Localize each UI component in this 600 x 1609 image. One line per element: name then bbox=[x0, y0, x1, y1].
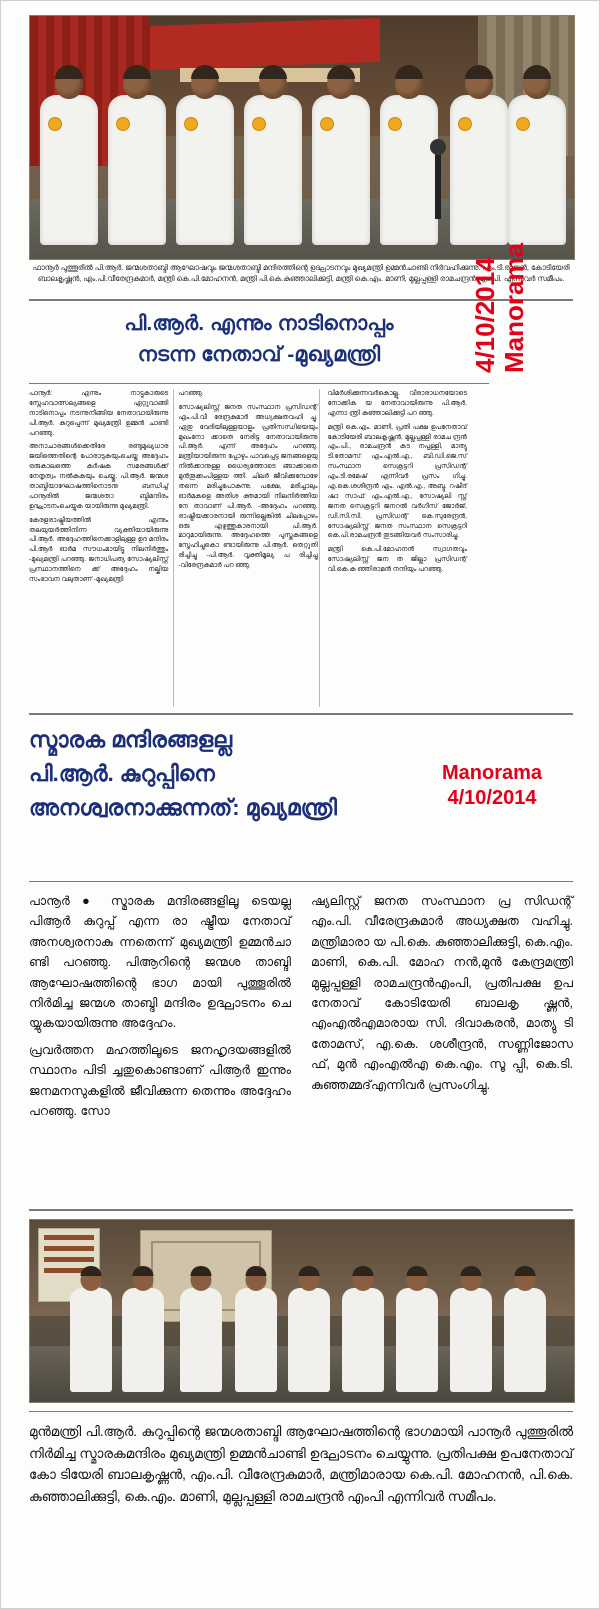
article2-date-stamp bbox=[417, 761, 567, 811]
badge-icon bbox=[320, 117, 334, 131]
photo-person bbox=[70, 1288, 112, 1392]
photo-person bbox=[450, 1288, 492, 1392]
vertical-date-stamp bbox=[471, 133, 529, 373]
microphone-icon bbox=[435, 149, 441, 219]
article1-column-1 bbox=[29, 389, 168, 707]
article2-paragraph: പ്രവർത്തന മഹത്തിലൂടെ ജനഹൃദയങ്ങളിൽ സ്ഥാനം പിടി ച്ചതുകൊണ്ടാണ് പിആർ ഇന്നും ജനമനസുകളിൽ ജീവിക്കുന്ന തെന്നും അദ്ദേഹം പറഞ്ഞു. സോ bbox=[29, 1042, 291, 1118]
divider-rule bbox=[29, 383, 489, 384]
column-divider bbox=[173, 389, 174, 707]
photo-person bbox=[40, 95, 98, 245]
bottom-photo bbox=[29, 1219, 575, 1403]
photo-person bbox=[180, 1288, 222, 1392]
badge-icon bbox=[388, 117, 402, 131]
vertical-stamp-date: 4/10/2014 bbox=[470, 257, 500, 373]
divider-rule bbox=[29, 713, 573, 715]
top-photo-caption: ഫാനൂർ പുത്തൂരിൽ പി.ആർ. ജന്മശതാബ്ദി ആഘോഷവും ജന്മശതാബ്ദി മന്ദിരത്തിന്റെ ഉദ്ഘാടനവും മുഖ്യമന്ത്രി ഉമ്മൻചാണ്ടി നിർവഹിക്കുന്നു. എം.ടി.രാജൻ, കോടിയേരി ബാലകൃഷ്ണൻ, എം.പി.വീരേന്ദ്രകുമാർ, മന്ത്രി കെ.പി.മോഹനൻ, മന്ത്രി പി.കെ.കുഞ്ഞാലിക്കുട്ടി, മന്ത്രി കെ.എം. മാണി, മുല്ലപ്പള്ളി രാമചന്ദ്രൻ എം.പി. എന്നിവർ സമീപം. bbox=[32, 263, 570, 283]
article1-paragraph: വിമർശിക്കുന്നവർകൊല്ലു. വീരാരാധനയോടെ നോക്കിക യ നേതാവായിരുന്നു പി.ആർ. എന്നാ ന്ത്രി കുഞ്ഞാലിക്കുട്ടി പറ ഞ്ഞു. bbox=[327, 390, 467, 417]
photo-person bbox=[288, 1288, 330, 1392]
photo-person bbox=[312, 95, 370, 245]
photo-person bbox=[108, 95, 166, 245]
divider-rule bbox=[29, 1411, 573, 1412]
article2-column-1 bbox=[29, 891, 291, 1199]
article1-paragraph: മന്ത്രി കെ.പി.മോഹനൻ സ്വാഗതവും സോഷ്യലിസ്റ്റ് ജന ത ജില്ലാ പ്രസിഡന്റ് വി.കെ.കു ഞ്ഞിരാമൻ നന്ദിയും പറഞ്ഞു. bbox=[327, 546, 467, 574]
divider-rule bbox=[29, 881, 573, 882]
article1-paragraph: അനാചാരങ്ങൾക്കെതിരേ രണ്ടുമുഖ്യധാര ജയിത്തെതിന്റെ പോരാടുകയുംചെയ്ത അദ്ദേഹം ഒരുകാലത്തെ കർഷക സമരങ്ങൾക്ക് നേതൃത്വം നൽകുകയും ചെയ്തു. പി.ആർ. ജന്മശ താബ്ദിയാഘോഷത്തിനൊടനു ബന്ധിച്ച് പാനൂരിൽ ജന്മശതാ ബ്ദിമന്ദിരം ഉദ്ഘാടനംചെയ്യുക യായിരുന്നു മുഖ്യമന്ത്രി. bbox=[29, 443, 169, 510]
article1-headline-line2: നടന്ന നേതാവ് -മുഖ്യമന്ത്രി bbox=[137, 342, 381, 366]
photo-person bbox=[504, 1288, 546, 1392]
column-divider bbox=[319, 389, 320, 707]
article1-column-2 bbox=[178, 389, 317, 707]
article2-headline bbox=[29, 723, 409, 825]
article2-headline-line1: സ്മാരക മന്ദിരങ്ങളല്ല bbox=[29, 727, 233, 752]
vertical-stamp-publication: Manorama bbox=[499, 242, 530, 373]
photo-person bbox=[342, 1288, 384, 1392]
article1-column-3 bbox=[328, 389, 467, 707]
badge-icon bbox=[116, 117, 130, 131]
photo-person bbox=[244, 95, 302, 245]
divider-rule bbox=[29, 1209, 573, 1211]
bottom-photo-caption: മുൻമന്ത്രി പി.ആർ. കുറുപ്പിന്റെ ജന്മശതാബ്ദി ആഘോഷത്തിന്റെ ഭാഗമായി പാനൂർ പുത്തൂരിൽ നിർമിച്ച സ്മാരകമന്ദിരം മുഖ്യമന്ത്രി ഉമ്മൻചാണ്ടി ഉദ്ഘാടനം ചെയ്യുന്നു. പ്രതിപക്ഷ ഉപനേതാവ് കോ ടിയേരി ബാലകൃഷ്ണൻ, എം.പി. വീരേന്ദ്രകുമാർ, മന്ത്രിമാരായ കെ.പി. മോഹനൻ, പി.കെ. കുഞ്ഞാലിക്കുട്ടി, കെ.എം. മാണി, മുല്ലപ്പള്ളി രാമചന്ദ്രൻ എംപി എന്നിവർ സമീപം. bbox=[29, 1424, 573, 1505]
article2-stamp-publication: Manorama bbox=[441, 762, 543, 784]
article2-paragraph: പാനൂർ ● സ്മാരക മന്ദിരങ്ങളിലൂ ടെയല്ല പിആർ കുറുപ്പ് എന്ന രാ ഷ്ട്രീയ നേതാവ് അനശ്വരനാകു ന്നതെന്ന് മുഖ്യമന്ത്രി ഉമ്മൻചാ ണ്ടി പറഞ്ഞു. പിആറിന്റെ ജന്മശ താബ്ദി ആഘോഷത്തിന്റെ ഭാഗ മായി പുത്തൂരിൽ നിർമിച്ച ജന്മശ താബ്ദി മന്ദിരം ഉദ്ഘാടനം ചെ യ്യുകയായിരുന്നു അദ്ദേഹം. bbox=[29, 894, 291, 1031]
article1-paragraph: പറഞ്ഞു. bbox=[178, 390, 204, 397]
article2-column-2 bbox=[311, 891, 573, 1199]
article1-paragraph: പാനൂർ: എന്നും നാട്ടുകാരുടെ സ്നേഹവാത്സല്യങ്ങളെ ഏറ്റുവാങ്ങി നാടിനൊപ്പം നടന്നുനീങ്ങിയ നേതാവായിരുന്നു പി.ആർ. കുറുപ്പെന്ന് മുഖ്യമന്ത്രി ഉമ്മൻ ചാണ്ടി പറഞ്ഞു. bbox=[29, 390, 169, 437]
photo-person bbox=[396, 1288, 438, 1392]
article2-headline-line2: പി.ആർ. കുറുപ്പിനെ bbox=[29, 761, 215, 787]
poster-line bbox=[44, 1257, 94, 1262]
event-banner bbox=[150, 18, 380, 70]
article1-paragraph: കേരളരാഷ്ട്രീയത്തിൽ എന്നും തലയുയർത്തിനിന്ന വ്യക്തിയായിരുന്നു പി.ആർ. അദ്ദേഹത്തിനെക്കാളിലുള്ള ഉദ മന്ദിരം പി.ആർ ഓർമ സൗധംമായിട്ടു നിലനിർത്തും -മുഖ്യമന്ത്രി പറഞ്ഞു. ജനാധിപത്യ സോഷ്യലിസ്റ്റ് പ്രസ്ഥാനത്തിനെ ക്ക് അദ്ദേഹം നല്കിയ സംഭാവന വലുതാണ് -മുഖ്യമന്ത്രി bbox=[29, 516, 169, 584]
badge-icon bbox=[516, 117, 530, 131]
photo-person bbox=[122, 1288, 164, 1392]
article1-paragraph: മന്ത്രി കെ.എം. മാണി, പ്രതി പക്ഷ ഉപനേതാവ് കോടിയേരി ബാലകൃഷ്ണൻ, മുല്ലപ്പള്ളി രാമച ന്ദ്രൻ എം.പി., രാമചന്ദ്രൻ കട നപ്പള്ളി, മാത്യു ടി.തോമസ് എം.എൽ.എ., ബി.ഡി.ജെ.സ് സംസ്ഥാന സെക്രട്ടറി പ്രസിഡന്റ് എം.ടി.രമേഷ് എന്നിവർ പ്രസം ഗിച്ചു. എ.കെ.ശശീന്ദ്രൻ എം. എൽ.എ., അബ്ദു. റഷീദ് ഷാ സാഫ് എം.എൽ.എ., സോഷ്യലി സ്റ്റ് ജനത സെക്രട്ടറി ജനറൽ വർഗീസ് ജോർജ്, ഡി.സി.സി. പ്രസിഡന്റ് കെ.സുരേന്ദ്രൻ, സോഷ്യലിസ്റ്റ് ജനത സംസ്ഥാന സെക്രട്ടറി കെ.പി.രാമചന്ദ്രൻ തുടങ്ങിയവർ സംസാരിച്ചു. bbox=[327, 423, 467, 540]
photo-person bbox=[380, 95, 438, 245]
article1-headline bbox=[29, 309, 489, 371]
article1-paragraph: സോഷ്യലിസ്റ്റ് ജനത സംസ്ഥാന പ്രസിഡന്റ് എം.പി.വീ രേന്ദ്രകുമാർ അധ്യക്ഷതവഹി ച്ചു. ഏതു വേദിയിലുള്ളയാളും പ്രതിസന്ധിയെയും മുഖംനോ ക്കാതെ നേരിട്ട നേതാവായിരുന്നു പി.ആർ. എന്ന് അദ്ദേഹം പറഞ്ഞു. മന്ത്രിയായിരുന്ന പ്പോഴും പാവപ്പെട്ട ജനങ്ങളെയു നിൽക്കാനുള്ള ധൈര്യത്തോടെ ങ്ങാക്കാതെ മുൻതൂക്കംപിള്ളയ ത്തി. ചിലർ ജീവിക്കുമ്പോഴേ തന്നെ മരിച്ചുപോകുന്നു. പക്ഷേ, മരിച്ചാലും ഓർമകളെ അതിശ ക്തമായി നിലനിർത്തിയ നേ താവാണ് പി.ആർ. -അദ്ദേഹം പറഞ്ഞു. രാഷ്ട്രീയക്കാരനായി രുന്നില്ലെങ്കിൽ ചിലപ്പോഴം ഒരു എഴുത്തുകാരനായി പി.ആർ. മാറുമായിരുന്നു. അദ്ദേഹത്തെ പുസ്തകങ്ങളെ സ്നേഹിച്ചുകൊ ണ്ടായിരുന്നു പി.ആർ. തെറ്റുതി രിച്ചിച്ചു -പി.ആർ. വൃക്തിമൂല്യ പ രിച്ചിച്ചു -വിരേന്ദ്രകുമാർ പറ ഞ്ഞു. bbox=[178, 403, 318, 570]
article1-headline-line1: പി.ആർ. എന്നും നാടിനൊപ്പം bbox=[124, 312, 394, 335]
photo-person bbox=[235, 1288, 277, 1392]
article2-paragraph: ഷ്യലിസ്റ്റ് ജനത സംസ്ഥാന പ്ര സിഡന്റ് എം.പി. വീരേന്ദ്രകുമാർ അധ്യക്ഷത വഹിച്ചു. മന്ത്രിമാരാ യ പി.കെ. കുഞ്ഞാലിക്കുട്ടി, കെ.എം. മാണി, കെ.പി. മോഹ നൻ,മുൻ കേന്ദ്രമന്ത്രി മുല്ലപ്പള്ളി രാമചന്ദ്രൻഎംപി, പ്രതിപക്ഷ ഉപ നേതാവ് കോടിയേരി ബാലകൃ ഷ്ണൻ, എംഎൽഎമാരായ സി. ദിവാകരൻ, മാത്യു ടി തോമസ്, എ.കെ. ശശീന്ദ്രൻ, സണ്ണിജോസ ഫ്, മുൻ എംഎൽഎ കെ.എം. സൂ പ്പി, കെ.ടി. കുഞ്ഞമ്മദ്എന്നിവർ പ്രസംഗിച്ചു. bbox=[311, 894, 573, 1092]
badge-icon bbox=[184, 117, 198, 131]
article2-headline-line3: അനശ്വരനാക്കുന്നത്: മുഖ്യമന്ത്രി bbox=[29, 795, 337, 821]
badge-icon bbox=[48, 117, 62, 131]
photo-person bbox=[176, 95, 234, 245]
article2-stamp-date: 4/10/2014 bbox=[447, 787, 537, 809]
badge-icon bbox=[252, 117, 266, 131]
badge-icon bbox=[458, 117, 472, 131]
article1-body bbox=[29, 389, 467, 707]
poster-line bbox=[44, 1235, 94, 1240]
article2-body bbox=[29, 891, 573, 1199]
poster-line bbox=[44, 1246, 94, 1251]
